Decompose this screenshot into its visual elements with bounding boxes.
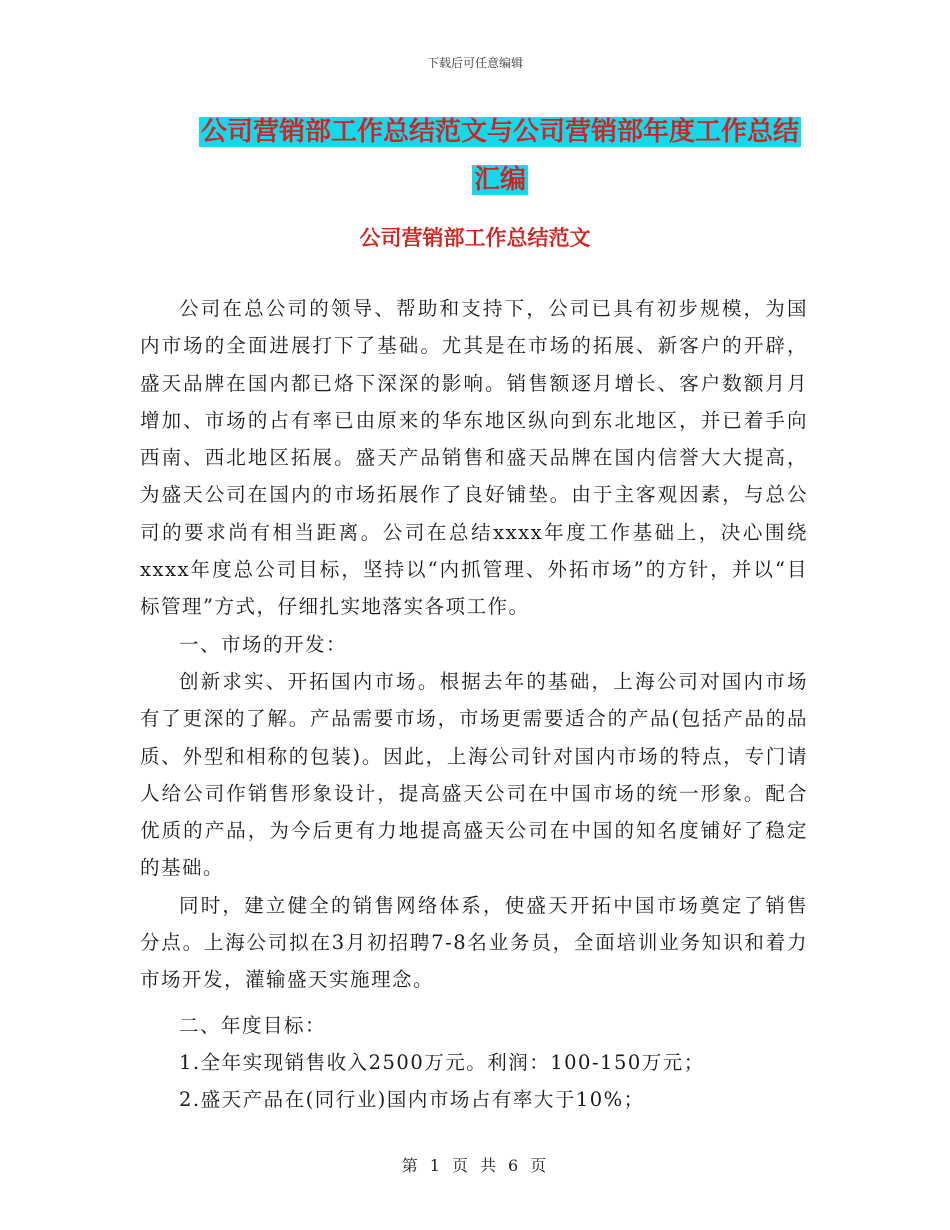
document-body <box>140 290 808 1119</box>
page-footer <box>0 1153 950 1176</box>
goal-item-2: 2.盛天产品在(同行业)国内市场占有率大于10%； <box>179 1088 645 1112</box>
heading-market-development: 一、市场的开发： <box>179 632 348 656</box>
page-label-prefix: 第 <box>401 1156 420 1175</box>
header-note: 下载后可任意编辑 <box>426 56 523 70</box>
total-prefix: 共 <box>480 1156 499 1175</box>
document-title-line1: 公司营销部工作总结范文与公司营销部年度工作总结 <box>200 117 799 147</box>
paragraph-sales-network: 同时，建立健全的销售网络体系，使盛天开拓中国市场奠定了销售分点。上海公司拟在3月初招聘7-8名业务员，全面培训业务知识和着力市场开发，灌输盛天实施理念。 <box>140 893 808 992</box>
document-title <box>140 108 860 204</box>
section-title: 公司营销部工作总结范文 <box>359 226 591 250</box>
heading-annual-goals: 二、年度目标： <box>179 1013 327 1037</box>
goal-item-1: 1.全年实现销售收入2500万元。利润：100-150万元； <box>179 1050 705 1074</box>
paragraph-intro: 公司在总公司的领导、帮助和支持下，公司已具有初步规模，为国内市场的全面进展打下了基础。尤其是在市场的拓展、新客户的开辟，盛天品牌在国内都已烙下深深的影响。销售额逐月增长、客户数额月月增加、市场的占有率已由原来的华东地区纵向到东北地区，并已着手向西南、西北地区拓展。盛天产品销售和盛天品牌在国内信誉大大提高，为盛天公司在国内的市场拓展作了良好铺垫。由于主客观因素，与总公司的要求尚有相当距离。公司在总结xxxx年度工作基础上，决心围绕xxxx年度总公司目标，坚持以“内抓管理、外拓市场”的方针，并以“目标管理”方式，仔细扎实地落实各项工作。 <box>140 297 808 619</box>
paragraph-market-innovation: 创新求实、开拓国内市场。根据去年的基础，上海公司对国内市场有了更深的了解。产品需要市场，市场更需要适合的产品(包括产品的品质、外型和相称的包装)。因此，上海公司针对国内市场的特点，专门请人给公司作销售形象设计，提高盛天公司在中国市场的统一形象。配合优质的产品，为今后更有力地提高盛天公司在中国的知名度铺好了稳定的基础。 <box>140 669 808 880</box>
page-label-mid: 页 <box>451 1156 470 1175</box>
total-pages: 6 <box>508 1156 521 1175</box>
document-title-line2: 汇编 <box>473 165 526 195</box>
page-number: 1 <box>429 1156 442 1175</box>
total-suffix: 页 <box>530 1156 549 1175</box>
